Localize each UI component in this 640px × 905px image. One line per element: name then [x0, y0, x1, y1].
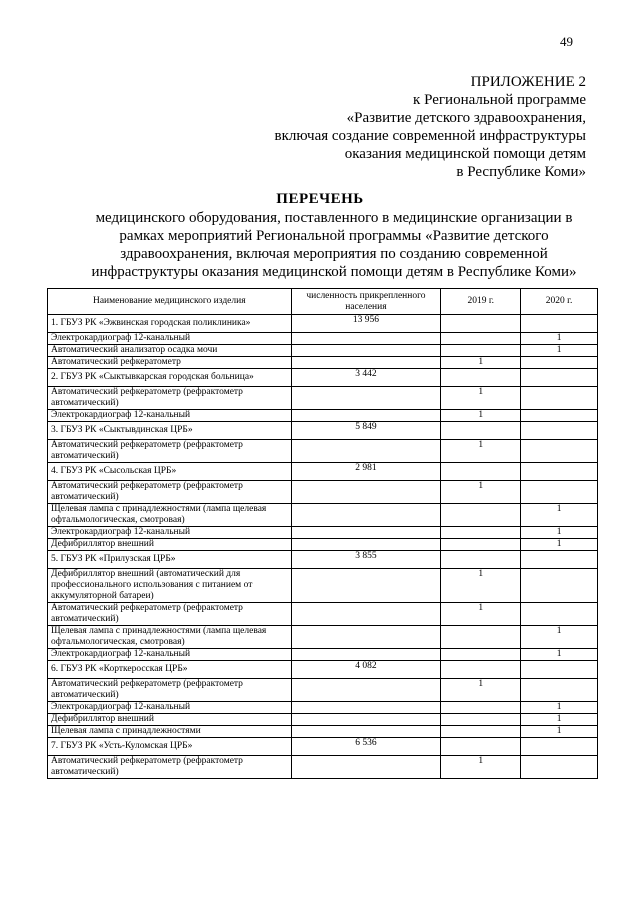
cell-2020 [521, 481, 598, 504]
organization-row [48, 551, 598, 569]
organization-row [48, 315, 598, 333]
document-subtitle [76, 209, 592, 281]
cell-2019 [441, 726, 521, 738]
table-row [48, 345, 598, 357]
cell-name: Электрокардиограф 12-канальный [48, 649, 292, 661]
cell-2020 [521, 756, 598, 779]
cell-2020: 1 [521, 626, 598, 649]
table-row [48, 626, 598, 649]
cell-population [291, 756, 441, 779]
table-row [48, 702, 598, 714]
cell-2019 [441, 345, 521, 357]
table-row [48, 333, 598, 345]
cell-population [291, 603, 441, 626]
cell-2020: 1 [521, 345, 598, 357]
cell-2019 [441, 702, 521, 714]
cell-2019 [441, 333, 521, 345]
cell-2019 [441, 504, 521, 527]
header-2019: 2019 г. [441, 289, 521, 315]
table-row [48, 649, 598, 661]
cell-2020 [521, 569, 598, 603]
organization-row [48, 463, 598, 481]
cell-2019 [441, 527, 521, 539]
cell-name: Электрокардиограф 12-канальный [48, 333, 292, 345]
page-number: 49 [560, 34, 573, 49]
header-2020: 2020 г. [521, 289, 598, 315]
subtitle-line: здравоохранения, включая мероприятия по созданию современной [120, 246, 548, 262]
cell-2019: 1 [441, 440, 521, 463]
cell-population: 4 082 [291, 661, 441, 679]
cell-2020: 1 [521, 702, 598, 714]
organization-row [48, 738, 598, 756]
cell-2020: 1 [521, 527, 598, 539]
cell-2019: 1 [441, 357, 521, 369]
cell-name: Щелевая лампа с принадлежностями (лампа щелевая офтальмологическая, смотровая) [48, 504, 292, 527]
cell-population [291, 345, 441, 357]
cell-name: Дефибриллятор внешний (автоматический для профессионального использования с питанием от аккумуляторной батареи) [48, 569, 292, 603]
cell-2019 [441, 661, 521, 679]
cell-2019: 1 [441, 603, 521, 626]
cell-2019: 1 [441, 756, 521, 779]
table-row [48, 569, 598, 603]
cell-population [291, 569, 441, 603]
table-row [48, 756, 598, 779]
table-row [48, 440, 598, 463]
cell-population [291, 702, 441, 714]
table-row [48, 481, 598, 504]
cell-population [291, 714, 441, 726]
cell-name: Щелевая лампа с принадлежностями (лампа щелевая офтальмологическая, смотровая) [48, 626, 292, 649]
cell-name: 1. ГБУЗ РК «Эжвинская городская поликлиника» [48, 315, 292, 333]
cell-name: Автоматический рефкератометр [48, 357, 292, 369]
table-row [48, 603, 598, 626]
appendix-line: включая создание современной инфраструктуры [274, 128, 586, 144]
cell-2020 [521, 410, 598, 422]
appendix-line: ПРИЛОЖЕНИЕ 2 [470, 74, 586, 90]
cell-2019: 1 [441, 679, 521, 702]
cell-2020 [521, 463, 598, 481]
cell-2020: 1 [521, 504, 598, 527]
cell-population: 2 981 [291, 463, 441, 481]
cell-2019 [441, 649, 521, 661]
cell-2019: 1 [441, 410, 521, 422]
table-header-row [48, 289, 598, 315]
cell-2020: 1 [521, 649, 598, 661]
table-row [48, 527, 598, 539]
cell-2019 [441, 539, 521, 551]
table-row [48, 410, 598, 422]
cell-population [291, 357, 441, 369]
cell-name: Электрокардиограф 12-канальный [48, 527, 292, 539]
appendix-line: в Республике Коми» [456, 164, 586, 180]
cell-2019 [441, 369, 521, 387]
cell-2020 [521, 422, 598, 440]
cell-2020 [521, 661, 598, 679]
appendix-line: оказания медицинской помощи детям [344, 146, 586, 162]
cell-population: 6 536 [291, 738, 441, 756]
cell-2020: 1 [521, 726, 598, 738]
cell-2019 [441, 551, 521, 569]
cell-population [291, 410, 441, 422]
subtitle-line: медицинского оборудования, поставленного в медицинские организации в [95, 210, 573, 226]
subtitle-line: рамках мероприятий Региональной программы «Развитие детского [119, 228, 549, 244]
table-row [48, 357, 598, 369]
cell-name: 2. ГБУЗ РК «Сыктывкарская городская больница» [48, 369, 292, 387]
cell-name: Автоматический рефкератометр (рефрактометр автоматический) [48, 679, 292, 702]
cell-population [291, 504, 441, 527]
cell-2020: 1 [521, 333, 598, 345]
cell-name: 7. ГБУЗ РК «Усть-Куломская ЦРБ» [48, 738, 292, 756]
cell-2020 [521, 551, 598, 569]
header-name: Наименование медицинского изделия [48, 289, 292, 315]
cell-population [291, 333, 441, 345]
cell-name: 4. ГБУЗ РК «Сысольская ЦРБ» [48, 463, 292, 481]
cell-population [291, 679, 441, 702]
cell-2020 [521, 387, 598, 410]
cell-name: 3. ГБУЗ РК «Сыктывдинская ЦРБ» [48, 422, 292, 440]
cell-2020 [521, 369, 598, 387]
cell-name: Автоматический рефкератометр (рефрактометр автоматический) [48, 440, 292, 463]
cell-2019 [441, 626, 521, 649]
table-row [48, 726, 598, 738]
cell-2019 [441, 463, 521, 481]
cell-population: 3 855 [291, 551, 441, 569]
cell-population [291, 726, 441, 738]
cell-name: Электрокардиограф 12-канальный [48, 702, 292, 714]
cell-population: 3 442 [291, 369, 441, 387]
organization-row [48, 422, 598, 440]
organization-row [48, 369, 598, 387]
cell-name: Дефибриллятор внешний [48, 539, 292, 551]
cell-2020 [521, 603, 598, 626]
appendix-header [206, 73, 586, 181]
appendix-line: к Региональной программе [413, 92, 586, 108]
cell-2020 [521, 679, 598, 702]
cell-name: Щелевая лампа с принадлежностями [48, 726, 292, 738]
cell-name: Автоматический анализатор осадка мочи [48, 345, 292, 357]
cell-population: 13 956 [291, 315, 441, 333]
table-row [48, 504, 598, 527]
cell-population [291, 481, 441, 504]
table-row [48, 539, 598, 551]
cell-population [291, 527, 441, 539]
subtitle-line: инфраструктуры оказания медицинской помощи детям в Республике Коми» [91, 264, 577, 280]
cell-2019 [441, 422, 521, 440]
cell-population: 5 849 [291, 422, 441, 440]
header-population: численность прикрепленного населения [291, 289, 441, 315]
cell-population [291, 626, 441, 649]
cell-2020 [521, 315, 598, 333]
appendix-line: «Развитие детского здравоохранения, [346, 110, 586, 126]
cell-2019: 1 [441, 481, 521, 504]
cell-name: Автоматический рефкератометр (рефрактометр автоматический) [48, 756, 292, 779]
document-title: ПЕРЕЧЕНЬ [276, 191, 364, 207]
cell-name: Автоматический рефкератометр (рефрактометр автоматический) [48, 387, 292, 410]
cell-2020 [521, 738, 598, 756]
table-row [48, 679, 598, 702]
equipment-table [47, 288, 598, 779]
cell-name: Электрокардиограф 12-канальный [48, 410, 292, 422]
cell-population [291, 387, 441, 410]
table-row [48, 714, 598, 726]
cell-2019 [441, 714, 521, 726]
cell-2019 [441, 315, 521, 333]
cell-name: 5. ГБУЗ РК «Прилузская ЦРБ» [48, 551, 292, 569]
table-row [48, 387, 598, 410]
cell-population [291, 539, 441, 551]
cell-name: Автоматический рефкератометр (рефрактометр автоматический) [48, 603, 292, 626]
cell-name: Автоматический рефкератометр (рефрактометр автоматический) [48, 481, 292, 504]
cell-2019: 1 [441, 569, 521, 603]
cell-2020 [521, 357, 598, 369]
organization-row [48, 661, 598, 679]
table-body [48, 315, 598, 779]
cell-population [291, 649, 441, 661]
cell-2019: 1 [441, 387, 521, 410]
cell-name: Дефибриллятор внешний [48, 714, 292, 726]
cell-2020: 1 [521, 539, 598, 551]
cell-2019 [441, 738, 521, 756]
cell-2020 [521, 440, 598, 463]
cell-name: 6. ГБУЗ РК «Корткеросская ЦРБ» [48, 661, 292, 679]
cell-population [291, 440, 441, 463]
cell-2020: 1 [521, 714, 598, 726]
